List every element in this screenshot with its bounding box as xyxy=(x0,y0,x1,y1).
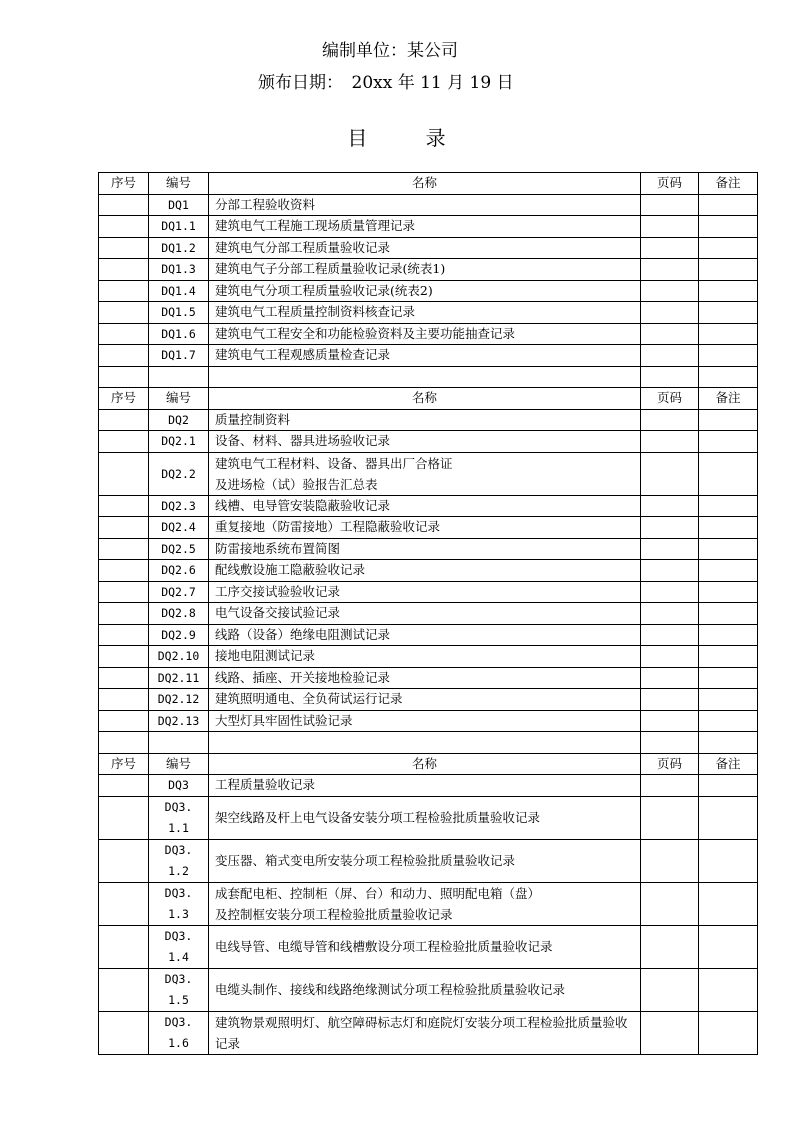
name-text: 建筑电气分项工程质量验收记录(统表2) xyxy=(215,282,433,298)
blank-cell xyxy=(699,732,758,754)
table-row xyxy=(99,560,758,582)
seq-cell xyxy=(99,216,149,238)
code-cell: DQ2.2 xyxy=(149,452,209,495)
name-text: 建筑电气工程安全和功能检验资料及主要功能抽查记录 xyxy=(215,325,516,341)
name-cell xyxy=(209,323,641,345)
code-cell: DQ2.4 xyxy=(149,517,209,539)
name-cell xyxy=(209,517,641,539)
name-text: 大型灯具牢固性试验记录 xyxy=(215,712,353,728)
page-cell xyxy=(641,280,699,302)
code-cell: DQ3.1.1 xyxy=(149,796,209,839)
note-cell xyxy=(699,452,758,495)
name-cell xyxy=(209,259,641,281)
header-page: 页码 xyxy=(641,753,699,775)
seq-cell xyxy=(99,280,149,302)
page-cell xyxy=(641,775,699,797)
page-cell xyxy=(641,194,699,216)
header-seq: 序号 xyxy=(99,173,149,195)
name-cell xyxy=(209,1011,641,1054)
name-cell xyxy=(209,538,641,560)
header-row xyxy=(99,173,758,195)
name-text: 重复接地（防雷接地）工程隐蔽验收记录 xyxy=(215,519,441,535)
seq-cell xyxy=(99,603,149,625)
blank-cell xyxy=(149,366,209,388)
code-cell: DQ2.8 xyxy=(149,603,209,625)
header-seq: 序号 xyxy=(99,388,149,410)
seq-cell xyxy=(99,646,149,668)
seq-cell xyxy=(99,538,149,560)
code-cell: DQ2.9 xyxy=(149,624,209,646)
name-text: 建筑电气工程材料、设备、器具出厂合格证 xyxy=(215,455,453,471)
header-note: 备注 xyxy=(699,753,758,775)
name-text: 建筑电气工程质量控制资料核查记录 xyxy=(215,304,416,320)
header-seq: 序号 xyxy=(99,753,149,775)
name-text: 配线敷设施工隐蔽验收记录 xyxy=(215,562,366,578)
name-cell xyxy=(209,882,641,925)
name-text: 质量控制资料 xyxy=(215,411,291,427)
name-text: 防雷接地系统布置简图 xyxy=(215,540,341,556)
note-cell xyxy=(699,968,758,1011)
name-cell xyxy=(209,560,641,582)
table-row xyxy=(99,237,758,259)
name-cell xyxy=(209,968,641,1011)
code-cell: DQ1.4 xyxy=(149,280,209,302)
name-text-line2: 及控制框安装分项工程检验批质量验收记录 xyxy=(215,906,453,922)
table-row xyxy=(99,216,758,238)
header-row xyxy=(99,388,758,410)
note-cell xyxy=(699,302,758,324)
name-cell xyxy=(209,796,641,839)
blank-cell xyxy=(149,732,209,754)
name-cell xyxy=(209,624,641,646)
seq-cell xyxy=(99,302,149,324)
seq-cell xyxy=(99,581,149,603)
page-title: 目 录 xyxy=(347,126,472,150)
note-cell xyxy=(699,775,758,797)
seq-cell xyxy=(99,237,149,259)
page-cell xyxy=(641,323,699,345)
table-row xyxy=(99,689,758,711)
note-cell xyxy=(699,280,758,302)
blank-cell xyxy=(699,366,758,388)
note-cell xyxy=(699,796,758,839)
note-cell xyxy=(699,603,758,625)
table-row xyxy=(99,495,758,517)
page-cell xyxy=(641,560,699,582)
table-row xyxy=(99,710,758,732)
table-row xyxy=(99,517,758,539)
page-cell xyxy=(641,925,699,968)
note-cell xyxy=(699,667,758,689)
name-text: 建筑电气分部工程质量验收记录 xyxy=(215,239,391,255)
table-row xyxy=(99,302,758,324)
seq-cell xyxy=(99,710,149,732)
note-cell xyxy=(699,323,758,345)
table-row xyxy=(99,603,758,625)
contents-table xyxy=(98,172,758,1055)
name-cell xyxy=(209,495,641,517)
note-cell xyxy=(699,839,758,882)
name-text: 变压器、箱式变电所安装分项工程检验批质量验收记录 xyxy=(215,853,516,868)
name-text: 建筑电气工程施工现场质量管理记录 xyxy=(215,218,416,234)
header-code: 编号 xyxy=(149,173,209,195)
seq-cell xyxy=(99,323,149,345)
note-cell xyxy=(699,517,758,539)
page-cell xyxy=(641,237,699,259)
name-cell xyxy=(209,237,641,259)
table-row xyxy=(99,839,758,882)
name-text: 架空线路及杆上电气设备安装分项工程检验批质量验收记录 xyxy=(215,810,541,825)
note-cell xyxy=(699,259,758,281)
code-cell: DQ3.1.3 xyxy=(149,882,209,925)
table-row xyxy=(99,667,758,689)
header-row xyxy=(99,753,758,775)
page-cell xyxy=(641,667,699,689)
header-name: 名称 xyxy=(209,753,641,775)
note-cell xyxy=(699,216,758,238)
header-note: 备注 xyxy=(699,173,758,195)
code-cell: DQ2.11 xyxy=(149,667,209,689)
page-cell xyxy=(641,1011,699,1054)
seq-cell xyxy=(99,517,149,539)
name-cell xyxy=(209,667,641,689)
page-cell xyxy=(641,216,699,238)
seq-cell xyxy=(99,839,149,882)
page-cell xyxy=(641,689,699,711)
code-cell: DQ2 xyxy=(149,409,209,431)
name-cell xyxy=(209,280,641,302)
table-row xyxy=(99,624,758,646)
seq-cell xyxy=(99,560,149,582)
name-text: 接地电阻测试记录 xyxy=(215,648,316,664)
code-cell: DQ2.5 xyxy=(149,538,209,560)
header-code: 编号 xyxy=(149,753,209,775)
table-row xyxy=(99,280,758,302)
name-text: 建筑照明通电、全负荷试运行记录 xyxy=(215,691,403,707)
table-row xyxy=(99,323,758,345)
table-row xyxy=(99,538,758,560)
header-code: 编号 xyxy=(149,388,209,410)
page-cell xyxy=(641,538,699,560)
table-row xyxy=(99,259,758,281)
seq-cell xyxy=(99,1011,149,1054)
page-cell xyxy=(641,302,699,324)
code-cell: DQ2.10 xyxy=(149,646,209,668)
seq-cell xyxy=(99,431,149,453)
code-cell: DQ2.6 xyxy=(149,560,209,582)
table-row xyxy=(99,431,758,453)
name-text: 建筑电气工程观感质量检查记录 xyxy=(215,347,391,363)
page-cell xyxy=(641,882,699,925)
code-cell: DQ1 xyxy=(149,194,209,216)
code-cell: DQ1.7 xyxy=(149,345,209,367)
name-text: 建筑电气子分部工程质量验收记录(统表1) xyxy=(215,261,446,277)
code-cell: DQ3.1.5 xyxy=(149,968,209,1011)
code-cell: DQ2.1 xyxy=(149,431,209,453)
name-text: 设备、材料、器具进场验收记录 xyxy=(215,433,391,449)
note-cell xyxy=(699,646,758,668)
blank-cell xyxy=(641,732,699,754)
seq-cell xyxy=(99,925,149,968)
page-cell xyxy=(641,968,699,1011)
seq-cell xyxy=(99,194,149,216)
name-cell xyxy=(209,452,641,495)
blank-row xyxy=(99,732,758,754)
name-cell xyxy=(209,603,641,625)
note-cell xyxy=(699,194,758,216)
name-text: 线路、插座、开关接地检验记录 xyxy=(215,669,391,685)
blank-row xyxy=(99,366,758,388)
note-cell xyxy=(699,495,758,517)
note-cell xyxy=(699,882,758,925)
blank-cell xyxy=(99,366,149,388)
note-cell xyxy=(699,624,758,646)
name-cell xyxy=(209,839,641,882)
page-cell xyxy=(641,603,699,625)
table-row xyxy=(99,345,758,367)
page-cell xyxy=(641,710,699,732)
name-text: 工程质量验收记录 xyxy=(215,777,316,793)
name-text: 电气设备交接试验记录 xyxy=(215,605,341,621)
name-text: 分部工程验收资料 xyxy=(215,196,316,212)
seq-cell xyxy=(99,968,149,1011)
header-note: 备注 xyxy=(699,388,758,410)
header-name: 名称 xyxy=(209,388,641,410)
name-cell xyxy=(209,194,641,216)
page-cell xyxy=(641,259,699,281)
seq-cell xyxy=(99,624,149,646)
code-cell: DQ3.1.4 xyxy=(149,925,209,968)
page-cell xyxy=(641,495,699,517)
name-cell xyxy=(209,646,641,668)
note-cell xyxy=(699,431,758,453)
name-text: 线槽、电导管安装隐蔽验收记录 xyxy=(215,497,391,513)
seq-cell xyxy=(99,689,149,711)
header-name: 名称 xyxy=(209,173,641,195)
name-text: 成套配电柜、控制柜（屏、台）和动力、照明配电箱（盘） xyxy=(215,885,541,901)
name-text: 电缆头制作、接线和线路绝缘测试分项工程检验批质量验收记录 xyxy=(215,982,566,997)
code-cell: DQ3.1.2 xyxy=(149,839,209,882)
note-cell xyxy=(699,581,758,603)
code-cell: DQ1.2 xyxy=(149,237,209,259)
compiling-unit: 编制单位：某公司 xyxy=(322,41,458,61)
name-cell xyxy=(209,925,641,968)
name-cell xyxy=(209,345,641,367)
name-text-line2: 及进场检（试）验报告汇总表 xyxy=(215,476,378,492)
table-row xyxy=(99,882,758,925)
seq-cell xyxy=(99,259,149,281)
name-text: 建筑物景观照明灯、航空障碍标志灯和庭院灯安装分项工程检验批质量验收记录 xyxy=(215,1014,628,1051)
blank-cell xyxy=(641,366,699,388)
name-cell xyxy=(209,689,641,711)
name-cell xyxy=(209,581,641,603)
seq-cell xyxy=(99,775,149,797)
blank-cell xyxy=(209,732,641,754)
name-text: 电线导管、电缆导管和线槽敷设分项工程检验批质量验收记录 xyxy=(215,939,553,954)
page-cell xyxy=(641,796,699,839)
page-cell xyxy=(641,581,699,603)
blank-cell xyxy=(99,732,149,754)
seq-cell xyxy=(99,882,149,925)
code-cell: DQ3.1.6 xyxy=(149,1011,209,1054)
code-cell: DQ3 xyxy=(149,775,209,797)
name-cell xyxy=(209,775,641,797)
code-cell: DQ1.3 xyxy=(149,259,209,281)
note-cell xyxy=(699,1011,758,1054)
page-cell xyxy=(641,839,699,882)
seq-cell xyxy=(99,495,149,517)
name-text: 工序交接试验验收记录 xyxy=(215,583,341,599)
code-cell: DQ1.6 xyxy=(149,323,209,345)
note-cell xyxy=(699,710,758,732)
seq-cell xyxy=(99,345,149,367)
code-cell: DQ2.13 xyxy=(149,710,209,732)
table-row xyxy=(99,968,758,1011)
table-row xyxy=(99,581,758,603)
seq-cell xyxy=(99,796,149,839)
issue-date: 颁布日期： 20xx 年 11 月 19 日 xyxy=(258,73,514,93)
page-cell xyxy=(641,345,699,367)
code-cell: DQ1.1 xyxy=(149,216,209,238)
name-cell xyxy=(209,302,641,324)
table-row xyxy=(99,409,758,431)
header-page: 页码 xyxy=(641,388,699,410)
note-cell xyxy=(699,345,758,367)
code-cell: DQ2.12 xyxy=(149,689,209,711)
name-cell xyxy=(209,431,641,453)
seq-cell xyxy=(99,667,149,689)
code-cell: DQ2.3 xyxy=(149,495,209,517)
name-cell xyxy=(209,409,641,431)
table-row xyxy=(99,775,758,797)
page-cell xyxy=(641,517,699,539)
name-cell xyxy=(209,710,641,732)
page-cell xyxy=(641,431,699,453)
note-cell xyxy=(699,560,758,582)
table-row xyxy=(99,796,758,839)
header-page: 页码 xyxy=(641,173,699,195)
code-cell: DQ1.5 xyxy=(149,302,209,324)
name-cell xyxy=(209,216,641,238)
table-row xyxy=(99,925,758,968)
note-cell xyxy=(699,409,758,431)
note-cell xyxy=(699,689,758,711)
page-cell xyxy=(641,409,699,431)
page-cell xyxy=(641,452,699,495)
note-cell xyxy=(699,925,758,968)
table-row xyxy=(99,452,758,495)
name-text: 线路（设备）绝缘电阻测试记录 xyxy=(215,626,391,642)
note-cell xyxy=(699,538,758,560)
seq-cell xyxy=(99,452,149,495)
code-cell: DQ2.7 xyxy=(149,581,209,603)
table-row xyxy=(99,646,758,668)
page-cell xyxy=(641,646,699,668)
blank-cell xyxy=(209,366,641,388)
note-cell xyxy=(699,237,758,259)
page-cell xyxy=(641,624,699,646)
table-row xyxy=(99,1011,758,1054)
seq-cell xyxy=(99,409,149,431)
table-row xyxy=(99,194,758,216)
